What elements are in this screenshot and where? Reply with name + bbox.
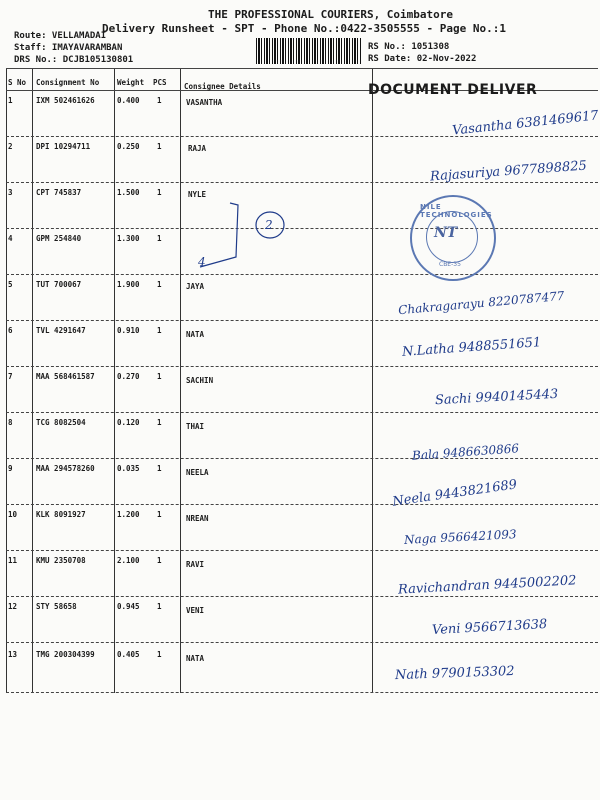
row-weight: 0.945 bbox=[117, 602, 140, 611]
row-sno: 12 bbox=[8, 602, 18, 611]
row-consignee: THAI bbox=[186, 422, 205, 431]
row-weight: 0.250 bbox=[117, 142, 140, 151]
signature-row-7: Sachi 9940145443 bbox=[434, 386, 559, 409]
row-weight: 2.100 bbox=[117, 556, 140, 565]
runsheet-title: Delivery Runsheet - SPT - Phone No.:0422-3505555 - Page No.:1 bbox=[102, 22, 506, 35]
row-sno: 8 bbox=[8, 418, 13, 427]
row-consignment: STY 58658 bbox=[36, 602, 77, 611]
row-consignment: MAA 568461587 bbox=[36, 372, 95, 381]
col-pcs: PCS bbox=[153, 78, 167, 87]
row-sno: 5 bbox=[8, 280, 13, 289]
row-sno: 10 bbox=[8, 510, 18, 519]
row-weight: 1.200 bbox=[117, 510, 140, 519]
row-pcs: 1 bbox=[157, 418, 162, 427]
row-pcs: 1 bbox=[157, 602, 162, 611]
row-consignee: NREAN bbox=[186, 514, 209, 523]
seal-logo-icon: NT bbox=[434, 225, 458, 241]
row-weight: 1.500 bbox=[117, 188, 140, 197]
seal-top-text: NILE TECHNOLOGIES bbox=[420, 203, 493, 219]
row-weight: 0.400 bbox=[117, 96, 140, 105]
row-consignment: MAA 294578260 bbox=[36, 464, 95, 473]
signature-row-2: Rajasuriya 9677898825 bbox=[429, 158, 588, 185]
signature-row-5: Chakragarayu 8220787477 bbox=[397, 288, 565, 318]
signature-row-1: Vasantha 6381469617 bbox=[451, 108, 600, 139]
row-sno: 6 bbox=[8, 326, 13, 335]
row-consignee: RAJA bbox=[188, 144, 207, 153]
row-consignee: SACHIN bbox=[186, 376, 214, 385]
document-delivered-stamp: DOCUMENT DELIVER bbox=[368, 82, 538, 98]
row-pcs: 1 bbox=[157, 556, 162, 565]
col-weight: Weight bbox=[117, 78, 145, 87]
row-pcs: 1 bbox=[157, 464, 162, 473]
row-pcs: 1 bbox=[157, 234, 162, 243]
row-consignee: NYLE bbox=[188, 190, 207, 199]
row-consignee: NEELA bbox=[186, 468, 209, 477]
staff-label: Staff: IMAYAVARAMBAN bbox=[14, 43, 123, 53]
row-sno: 2 bbox=[8, 142, 13, 151]
signature-row-11: Ravichandran 9445002202 bbox=[397, 573, 577, 598]
rs-number: RS No.: 1051308 bbox=[368, 42, 450, 52]
row-sno: 4 bbox=[8, 234, 13, 243]
signature-row-9: Neela 9443821689 bbox=[391, 477, 518, 510]
row-pcs: 1 bbox=[157, 650, 162, 659]
barcode bbox=[256, 38, 361, 64]
row-pcs: 1 bbox=[157, 188, 162, 197]
drs-number: DRS No.: DCJB105130801 bbox=[14, 55, 134, 65]
row-pcs: 1 bbox=[157, 280, 162, 289]
row-consignee: JAYA bbox=[186, 282, 205, 291]
row-weight: 0.405 bbox=[117, 650, 140, 659]
row-weight: 0.035 bbox=[117, 464, 140, 473]
runsheet-table bbox=[6, 68, 598, 693]
handwritten-mark: 4 bbox=[198, 255, 206, 269]
row-pcs: 1 bbox=[157, 142, 162, 151]
row-consignment: DPI 10294711 bbox=[36, 142, 91, 151]
row-pcs: 1 bbox=[157, 96, 162, 105]
row-weight: 0.270 bbox=[117, 372, 140, 381]
signature-row-10: Naga 9566421093 bbox=[403, 527, 517, 547]
company-seal-stamp bbox=[410, 195, 496, 281]
row-consignee: VENI bbox=[186, 606, 205, 615]
row-consignee: NATA bbox=[186, 330, 205, 339]
row-pcs: 1 bbox=[157, 510, 162, 519]
bracket-annotation bbox=[190, 195, 300, 275]
row-consignee: RAVI bbox=[186, 560, 205, 569]
row-sno: 1 bbox=[8, 96, 13, 105]
row-consignee: NATA bbox=[186, 654, 205, 663]
col-consignment: Consignment No bbox=[36, 78, 100, 87]
row-pcs: 1 bbox=[157, 326, 162, 335]
col-consignee: Consignee Details bbox=[184, 82, 261, 91]
row-consignment: TCG 8082504 bbox=[36, 418, 86, 427]
row-weight: 0.910 bbox=[117, 326, 140, 335]
row-consignment: TUT 700067 bbox=[36, 280, 82, 289]
row-consignment: KMU 2350708 bbox=[36, 556, 86, 565]
row-sno: 3 bbox=[8, 188, 13, 197]
row-consignment: TVL 4291647 bbox=[36, 326, 86, 335]
rs-date: RS Date: 02-Nov-2022 bbox=[368, 54, 477, 64]
row-weight: 1.900 bbox=[117, 280, 140, 289]
route-label: Route: VELLAMADAI bbox=[14, 31, 107, 41]
signature-row-13: Nath 9790153302 bbox=[394, 663, 515, 684]
row-weight: 0.120 bbox=[117, 418, 140, 427]
row-consignee: VASANTHA bbox=[186, 98, 223, 107]
row-sno: 9 bbox=[8, 464, 13, 473]
signature-row-8: Bala 9486630866 bbox=[411, 441, 520, 463]
company-name: THE PROFESSIONAL COURIERS, Coimbatore bbox=[208, 8, 454, 21]
row-sno: 13 bbox=[8, 650, 18, 659]
row-sno: 7 bbox=[8, 372, 13, 381]
col-sno: S No bbox=[8, 78, 27, 87]
seal-bottom-text: CBE-35 bbox=[439, 261, 461, 268]
signature-row-12: Veni 9566713638 bbox=[431, 616, 548, 639]
signature-row-6: N.Latha 9488551651 bbox=[401, 335, 542, 360]
row-weight: 1.300 bbox=[117, 234, 140, 243]
row-consignment: IXM 502461626 bbox=[36, 96, 95, 105]
row-sno: 11 bbox=[8, 556, 18, 565]
row-consignment: GPM 254840 bbox=[36, 234, 82, 243]
row-pcs: 1 bbox=[157, 372, 162, 381]
row-consignment: CPT 745837 bbox=[36, 188, 82, 197]
row-consignment: KLK 8091927 bbox=[36, 510, 86, 519]
row-consignment: TMG 200304399 bbox=[36, 650, 95, 659]
circled-annotation: 2 bbox=[265, 218, 273, 232]
